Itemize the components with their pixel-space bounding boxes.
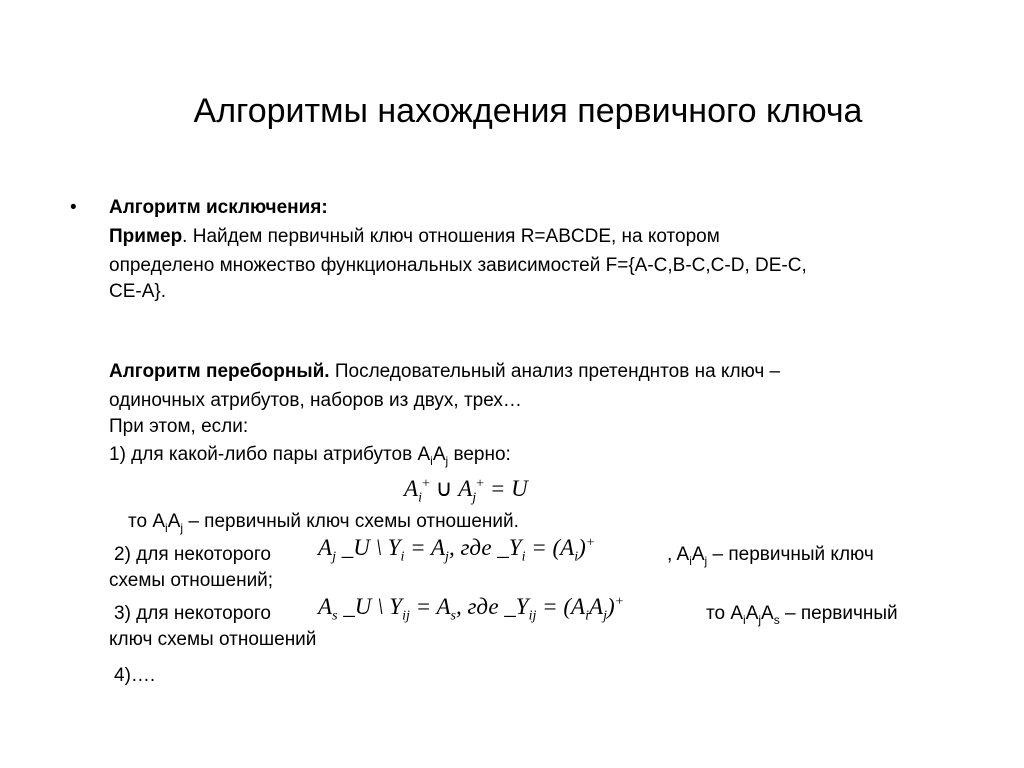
candidates-line: одиночных атрибутов, наборов из двух, трех… <box>109 390 522 411</box>
example-line <box>109 222 720 251</box>
formula-closure-union: $A_i^+$ ∪ $A_j^+ = U$ <box>404 476 528 506</box>
formula-condition-2: $A_j$ _U \ $Y_i = A_j$, где $\_Y_i = (A_i)^+$ <box>318 535 596 565</box>
bruteforce-heading-text: Последовательный анализ претенднтов на ключ – <box>329 361 781 382</box>
condition-intro: При этом, если: <box>109 416 249 437</box>
example-label: Пример <box>109 226 183 247</box>
condition-1-conclusion: то $A_iA_j$ – первичный ключ схемы отношений. <box>128 511 519 535</box>
dependencies-line: определено множество функциональных зависимостей F={A-C,B-C,C-D, DE-C, <box>109 255 807 276</box>
condition-3-conclusion: то $A_iA_jA_s$ – первичный <box>706 603 898 627</box>
condition-3-line2: ключ схемы отношений <box>109 629 317 650</box>
bruteforce-heading-line <box>109 357 780 386</box>
formula-condition-3: $A_s$ _U \ $Y_{ij} = A_s$, где $\_Y_{ij} = (A_iA_j)^+$ <box>318 594 625 624</box>
page-title: Алгоритмы нахождения первичного ключа <box>193 92 863 130</box>
condition-4: 4)…. <box>114 665 156 686</box>
condition-2: 2) для некоторого <box>114 544 271 565</box>
condition-3: 3) для некоторого <box>114 603 271 624</box>
exclusion-algorithm-heading: Алгоритм исключения: <box>109 197 328 218</box>
example-text: . Найдем первичный ключ отношения R=ABCDE, на котором <box>182 226 720 247</box>
bruteforce-heading: Алгоритм переборный. <box>109 361 330 382</box>
condition-1: 1) для какой-либо пары атрибутов $A_iA_j$ верно: <box>109 444 511 468</box>
condition-2-conclusion: , $A_iA_j$ – первичный ключ <box>667 544 874 568</box>
bullet-marker: • <box>70 197 77 218</box>
condition-2-line2: схемы отношений; <box>109 570 274 591</box>
dependencies-line-end: CE-A}. <box>109 281 167 302</box>
